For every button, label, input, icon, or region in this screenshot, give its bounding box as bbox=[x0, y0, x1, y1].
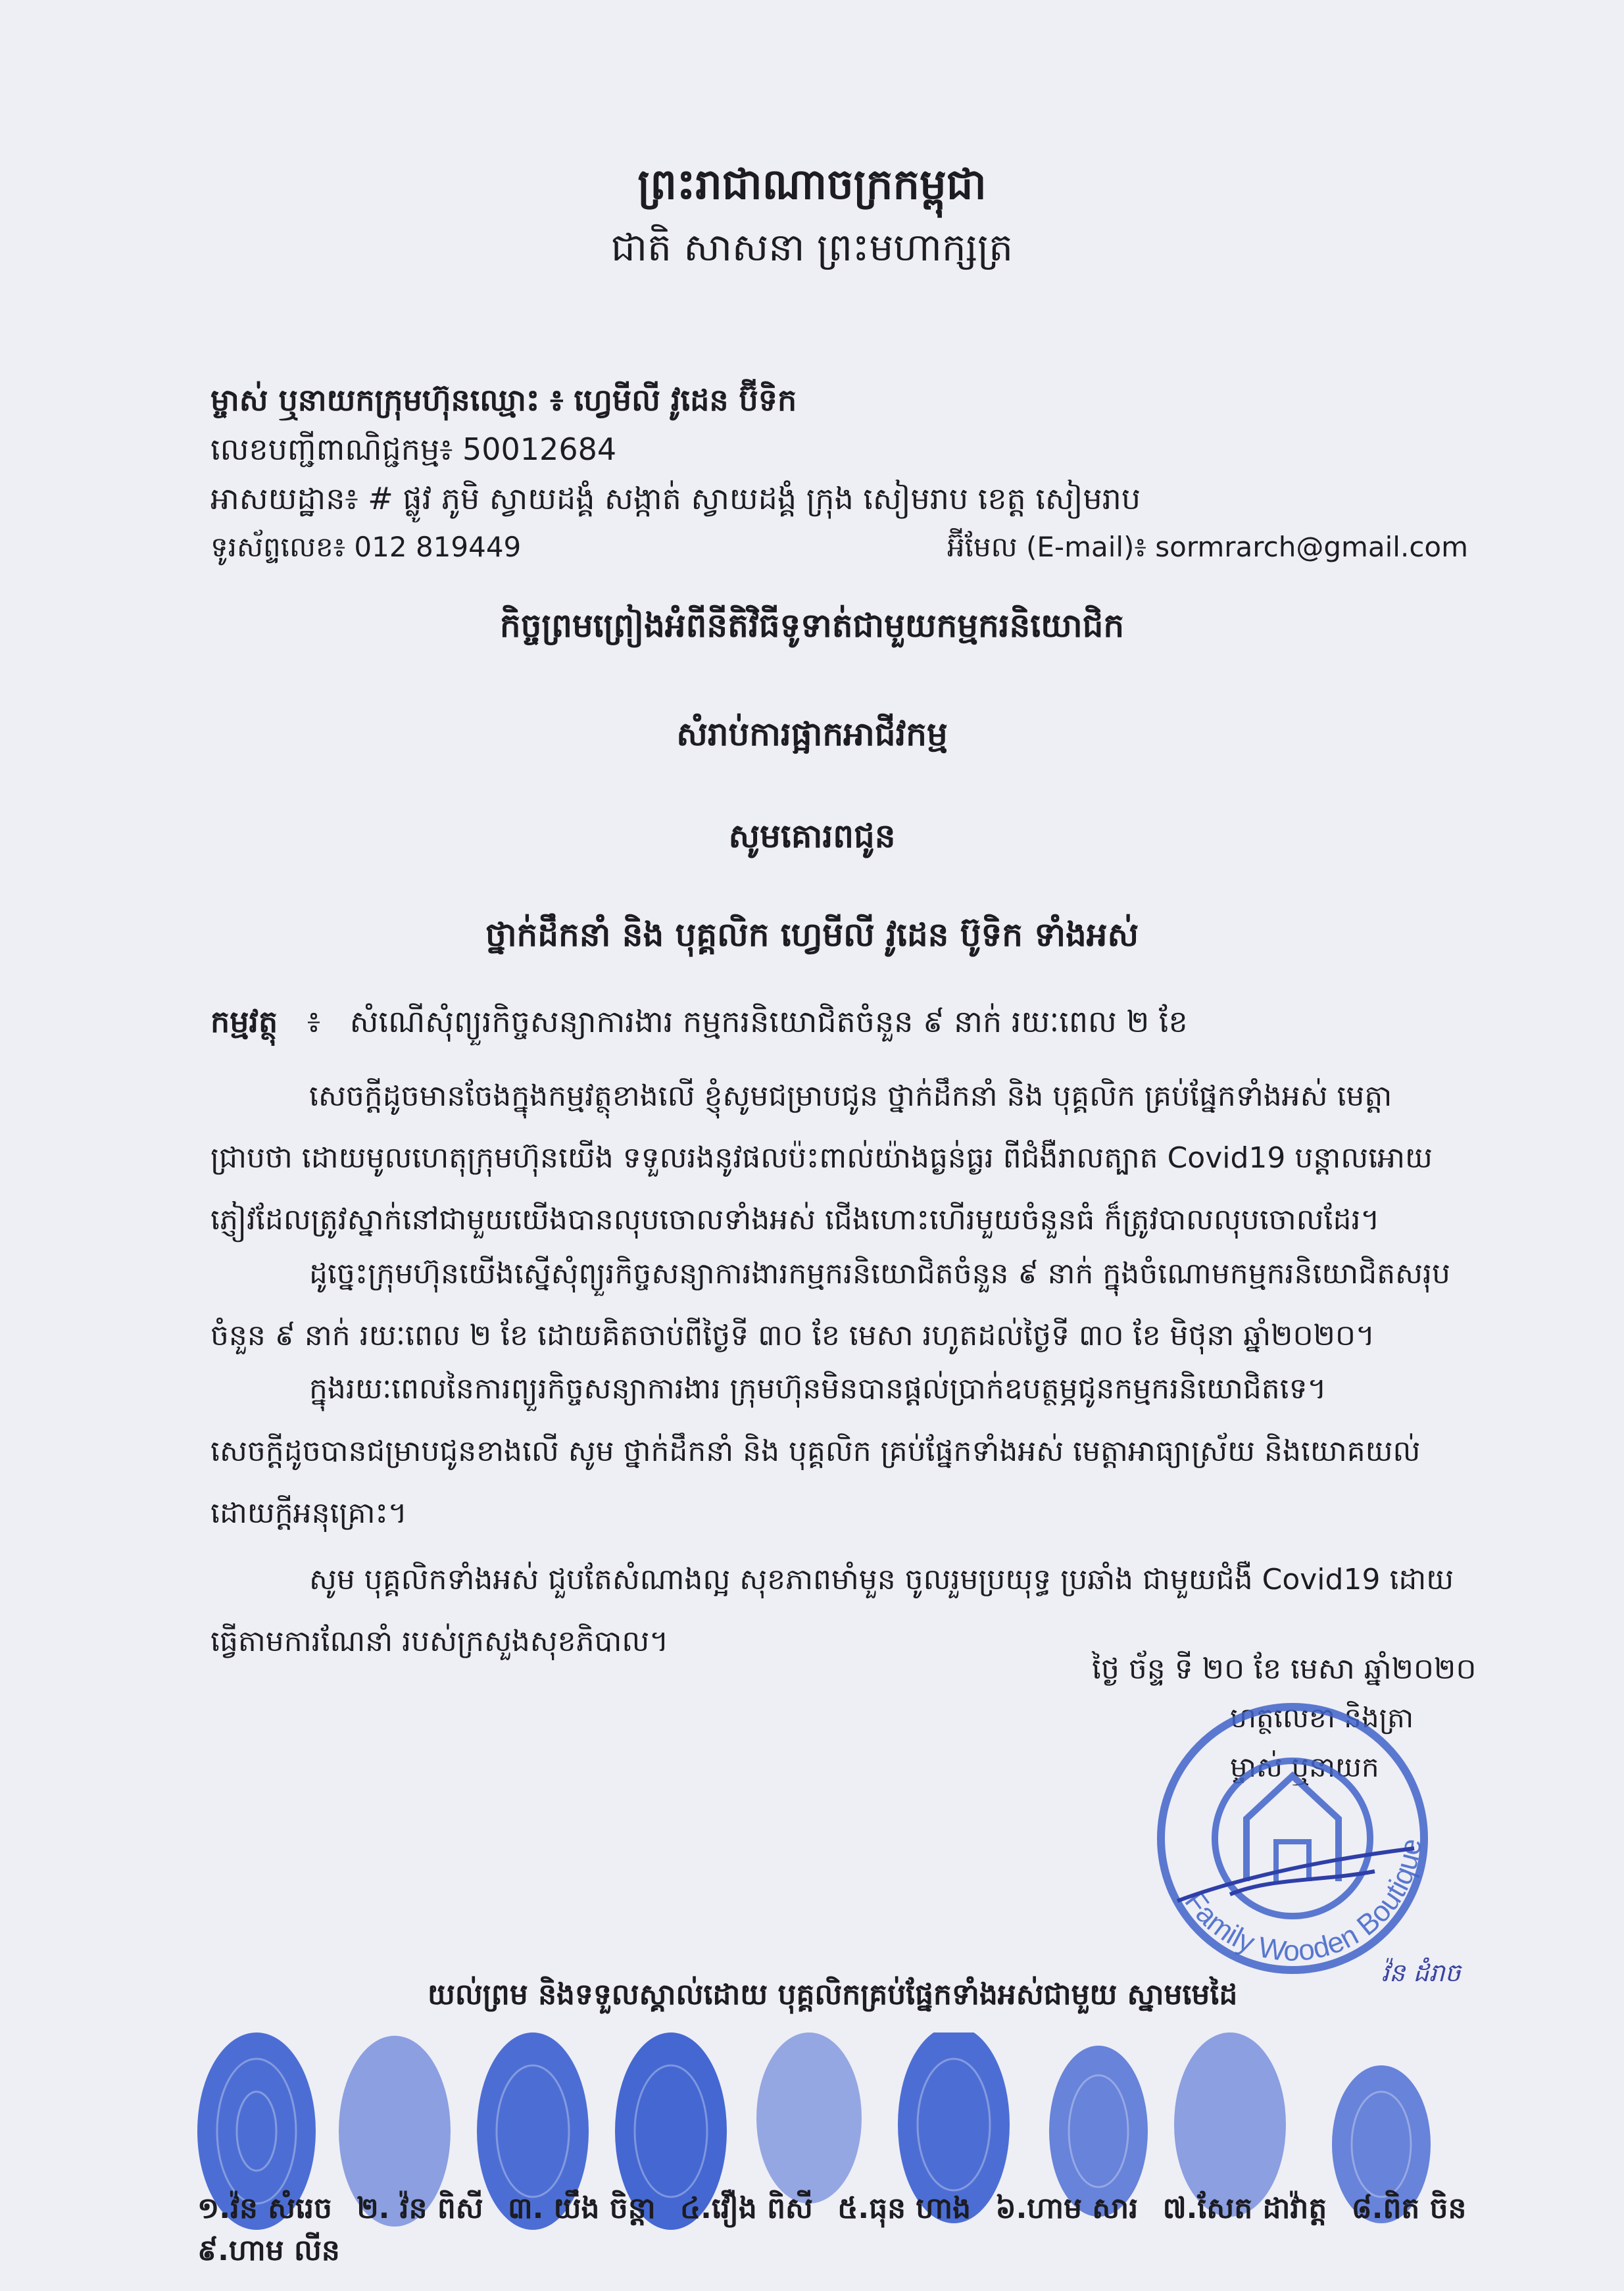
company-address: អាសយដ្ឋាន៖ # ផ្លូវ ភូមិ ស្វាយដង្គំ សង្កាត់ ស្វាយដង្គំ ក្រុង សៀមរាប ខេត្ត សៀមរាប bbox=[210, 481, 1141, 516]
employee-name: ២. វ៉ន ពិសី bbox=[357, 2192, 483, 2225]
signer-handwritten-name: វ៉ន ដំរាច bbox=[1381, 1958, 1461, 1987]
owner-line: ម្ចាស់ ឬនាយកក្រុមហ៊ុនឈ្មោះ ៖ ហ្វេមីលី វូដេន ប៊ីទិក bbox=[210, 382, 797, 418]
subject-text: សំណើសុំព្យួរកិច្ចសន្យាការងារ កម្មករនិយោជិតចំនួន ៩ នាក់ រយៈពេល ២ ខែ bbox=[349, 1004, 1188, 1039]
document-title: កិច្ចព្រមព្រៀងអំពីនីតិវិធីទូទាត់ជាមួយកម្មករនិយោជិក bbox=[499, 606, 1125, 645]
employee-name: ៤.វឿង ពិសី bbox=[679, 2192, 813, 2225]
signature-date: ថ្ងៃ ច័ន្ទ ទី ២០ ខែ មេសា ឆ្នាំ២០២០ bbox=[1092, 1652, 1477, 1686]
employee-name: ៧.សែត ដាវ៉ាត្ត bbox=[1162, 2192, 1327, 2225]
subject-line bbox=[210, 1003, 1188, 1047]
company-phone: ទូរស័ព្ទលេខ៖ 012 819449 bbox=[210, 531, 522, 563]
owner-label: ម្ចាស់ ឬនាយក bbox=[1230, 1751, 1379, 1783]
employee-name: ៨.ពិត ចិន bbox=[1351, 2192, 1467, 2225]
sign-and-stamp-label: ហត្ថលេខា និងត្រា bbox=[1230, 1702, 1414, 1734]
seal-text: Family Wooden Boutique bbox=[1178, 1836, 1428, 1967]
registration-number: លេខបញ្ជីពាណិជ្ជកម្ម៖ 50012684 bbox=[210, 431, 617, 467]
addressee: ថ្នាក់ដឹកនាំ និង បុគ្គលិក ហ្វេមីលី វូដេន ប៊ូទិក ទាំងអស់ bbox=[485, 916, 1139, 954]
employee-names bbox=[197, 2190, 1487, 2275]
company-email: អ៊ីមែល (E-mail)៖ sormrarch@gmail.com bbox=[947, 531, 1469, 563]
document-subtitle: សំរាប់ការផ្អាកអាជីវកម្ម bbox=[676, 715, 948, 753]
employee-name: ១.វ៉ន សំរេច bbox=[197, 2192, 332, 2225]
subject-separator: ៖ bbox=[307, 1004, 321, 1039]
company-seal-icon bbox=[1138, 1684, 1447, 1993]
subject-label: កម្មវត្ថុ bbox=[210, 1004, 278, 1039]
paragraph-4: សេចក្តីដូចបានជម្រាបជូនខាងលើ សូម ថ្នាក់ដឹកនាំ និង បុគ្គលិក គ្រប់ផ្នែកទាំងអស់ មេត្តាអាធ្យាស្រ័យ និងយោគយល់ ដោយក្តីអនុគ្រោះ។ bbox=[210, 1435, 1421, 1530]
employee-name: ៣. យឹង ចិន្តា bbox=[508, 2192, 656, 2225]
paragraph-5: សូម បុគ្គលិកទាំងអស់ ជួបតែសំណាងល្អ សុខភាពមាំមួន ចូលរួមប្រយុទ្ធ ប្រឆាំង ជាមួយជំងឺ Covid19 ដោយធ្វើតាមការណែនាំ របស់ក្រសួងសុខភិបាល។ bbox=[210, 1563, 1454, 1658]
employee-name: ៩.ហាម លីន bbox=[197, 2234, 340, 2267]
kingdom-title: ព្រះរាជាណាចក្រកម្ពុជា bbox=[637, 160, 987, 209]
respectfully-to: សូមគោរពជូន bbox=[728, 817, 896, 855]
paragraph-2: ដូច្នេះក្រុមហ៊ុនយើងស្នើសុំព្យួរកិច្ចសន្យាការងារកម្មករនិយោជិតចំនួន ៩ នាក់ ក្នុងចំណោមកម្មករនិយោជិតសរុបចំនួន ៩ នាក់ រយៈពេល ២ ខែ ដោយគិតចាប់ពីថ្ងៃទី ៣០ ខែ មេសា រហូតដល់ថ្ងៃទី ៣០ ខែ មិថុនា ឆ្នាំ២០២០។ bbox=[210, 1257, 1450, 1352]
national-motto: ជាតិ សាសនា ព្រះមហាក្សត្រ bbox=[610, 225, 1014, 270]
employee-name: ៦.ហាម សារ bbox=[995, 2192, 1139, 2225]
paragraph-1: សេចក្តីដូចមានចែងក្នុងកម្មវត្ថុខាងលើ ខ្ញុំសូមជម្រាបជូន ថ្នាក់ដឹកនាំ និង បុគ្គលិក គ្រប់ផ្នែកទាំងអស់ មេត្តាជ្រាបថា ដោយមូលហេតុក្រុមហ៊ុនយើង ទទួលរងនូវផលប៉ះពាល់យ៉ាងធ្ងន់ធ្ងរ ពីជំងឺរាលត្បាត Covid19 បន្តាលអោយភ្ញៀវដែលត្រូវស្នាក់នៅជាមួយយើងបានលុបចោលទាំងអស់ ជើងហោះហើរមួយចំនួនធំ ក៏ត្រូវបាលលុបចោលដែរ។ bbox=[210, 1079, 1433, 1237]
acknowledgement-line: យល់ព្រម និងទទួលស្គាល់ដោយ បុគ្គលិកគ្រប់ផ្នែកទាំងអស់ជាមួយ ស្នាមមេដៃ bbox=[428, 1978, 1238, 2011]
paragraph-3: ក្នុងរយៈពេលនៃការព្យួរកិច្ចសន្យាការងារ ក្រុមហ៊ុនមិនបានផ្តល់ប្រាក់ឧបត្ថម្ភជូនកម្មករនិយោជិតទេ។ bbox=[309, 1372, 1327, 1406]
employee-name: ៥.ធុន ហាង bbox=[837, 2192, 972, 2225]
